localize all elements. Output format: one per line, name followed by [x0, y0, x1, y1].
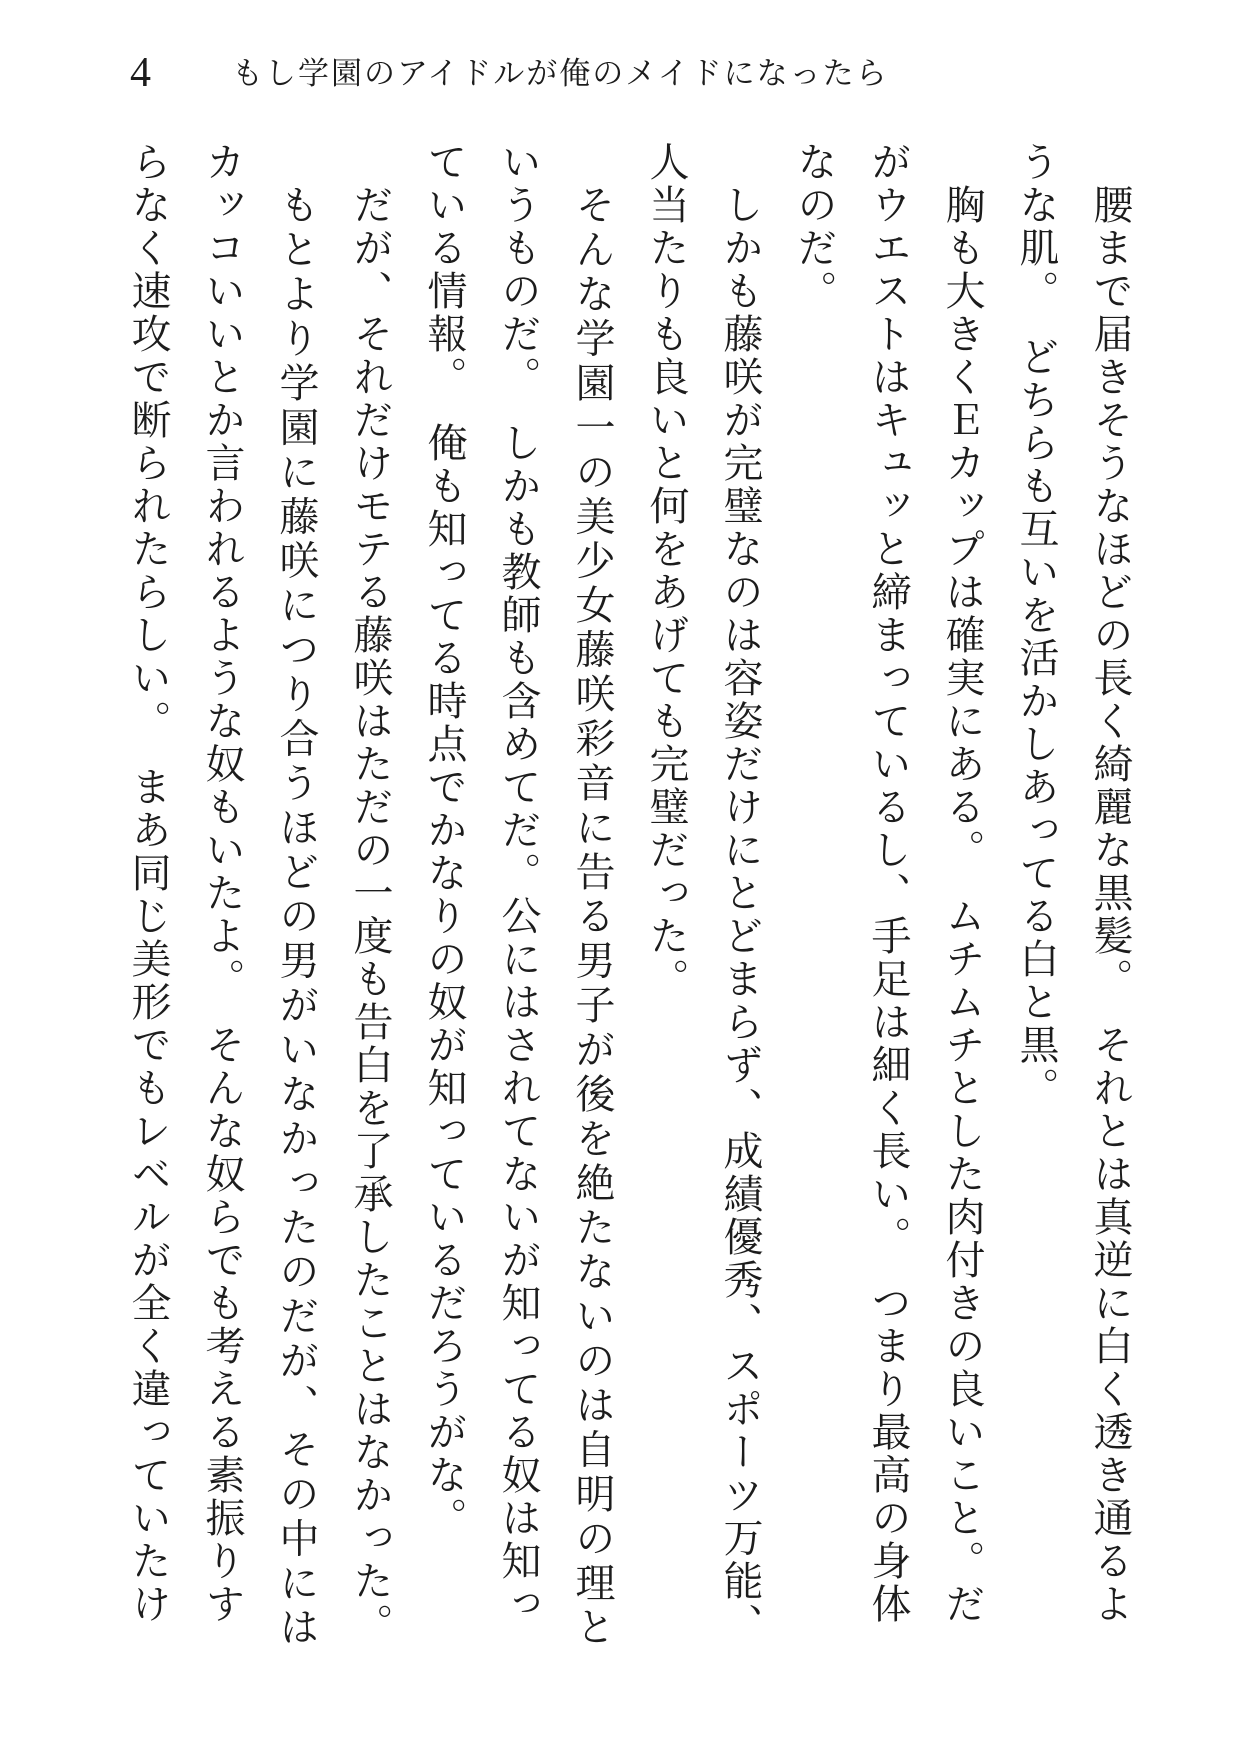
text-column: カッコいいとか言われるような奴もいたよ。 そんな奴らでも考える素振りす	[200, 141, 245, 1626]
text-column: なのだ。	[792, 141, 837, 313]
page-body-vertical-text	[109, 141, 1147, 1649]
text-column: ている情報。 俺も知ってる時点でかなりの奴が知っているだろうがな。	[422, 141, 467, 1540]
text-column: 人当たりも良いと何をあげても完璧だった。	[644, 141, 689, 1001]
page-number: 4	[130, 50, 151, 96]
text-column: うな肌。 どちらも互いを活かしあってる白と黒。	[1014, 141, 1059, 1110]
text-column: もとより学園に藤咲につり合うほどの男がいなかったのだが、その中には	[274, 184, 319, 1649]
text-column: だが、それだけモテる藤咲はただの一度も告白を了承したことはなかった。	[348, 184, 393, 1646]
text-column: らなく速攻で断られたらしい。 まあ同じ美形でもレベルが全く違っていたけ	[126, 141, 171, 1626]
text-column: しかも藤咲が完璧なのは容姿だけにとどまらず、成績優秀、スポーツ万能、	[718, 184, 763, 1646]
text-column: がウエストはキュッと締まっているし、手足は細く長い。 つまり最高の身体	[866, 141, 911, 1626]
text-column: 胸も大きくＥカップは確実にある。 ムチムチとした肉付きの良いこと。だ	[940, 184, 985, 1626]
running-title: もし学園のアイドルが俺のメイドになったら	[232, 56, 889, 91]
text-column: 腰まで届きそうなほどの長く綺麗な黒髪。 それとは真逆に白く透き通るよ	[1088, 184, 1133, 1626]
text-column: そんな学園一の美少女藤咲彩音に告る男子が後を絶たないのは自明の理と	[570, 184, 615, 1649]
text-column: いうものだ。 しかも教師も含めてだ。公にはされてないが知ってる奴は知っ	[496, 141, 541, 1626]
